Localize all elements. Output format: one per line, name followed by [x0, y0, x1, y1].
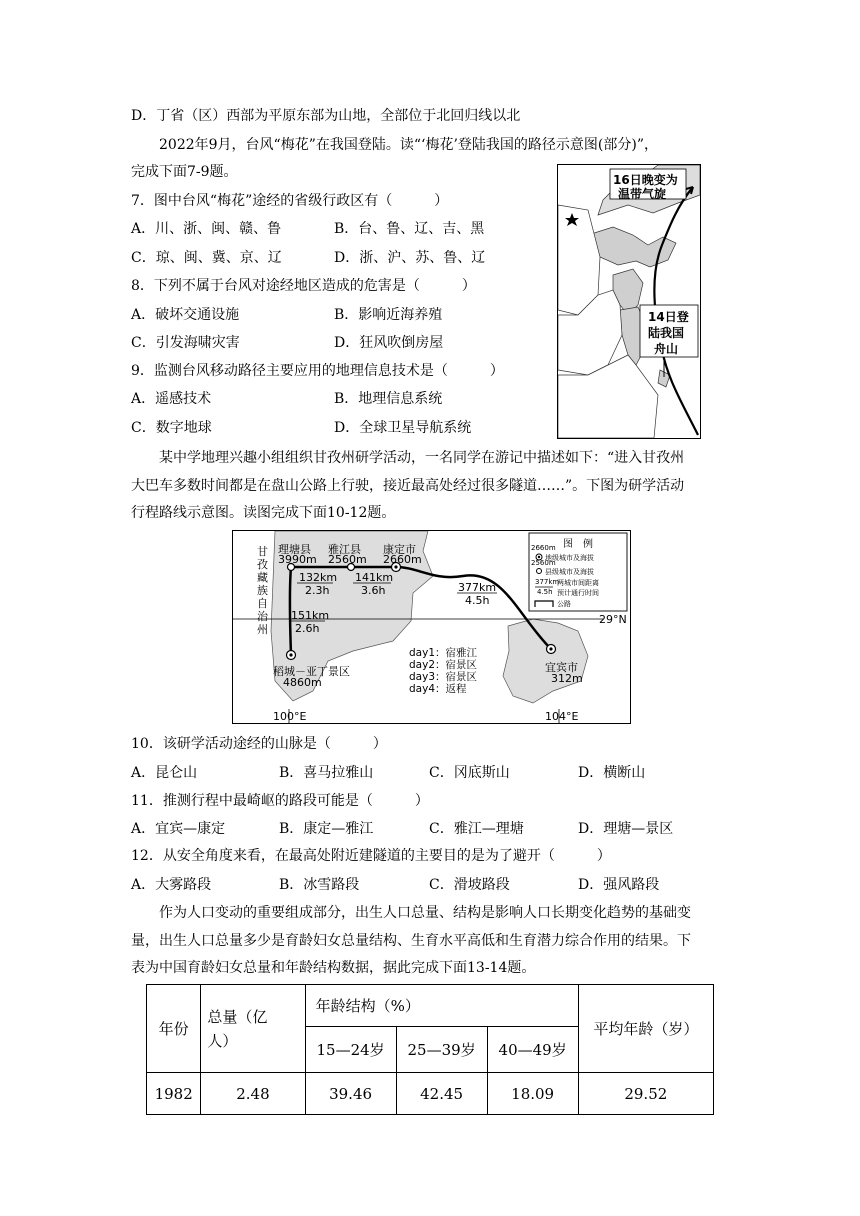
lon-104e: 104°E [545, 710, 579, 723]
day-4: day4：返程 [409, 683, 467, 695]
city-yibin: 宜宾市 [545, 661, 578, 674]
q8-option-a: A．破坏交通设施 [131, 307, 240, 323]
q12-option-c: C．滑坡路段 [429, 877, 510, 893]
cell-a3: 18.09 [487, 1073, 578, 1115]
typhoon-label-bottom-3: 舟山 [654, 342, 679, 356]
q8-option-b: B．影响近海养殖 [334, 307, 443, 323]
q12-option-b: B．冰雪路段 [279, 877, 360, 893]
legend-5: 公路 [557, 600, 571, 608]
city-yajiang: 雅江县 [328, 543, 361, 556]
header-year: 年份 [147, 985, 201, 1073]
legend-2-value: 2560m [531, 559, 556, 567]
pop-intro-line2: 量，出生人口总量多少是育龄妇女总量结构、生育水平高低和生育潜力综合作用的结果。下 [131, 933, 691, 949]
trip-intro-line2: 大巴车多数时间都是在盘山公路上行驶，接近最高处经过很多隧道……”。下图为研学活动 [131, 478, 685, 494]
alt-kangding: 2660m [383, 553, 422, 566]
legend-2: 县级城市及海拔 [545, 568, 594, 576]
pop-intro-line3: 表为中国育龄妇女总量和年龄结构数据，据此完成下面13-14题。 [131, 960, 536, 976]
lon-100e: 100°E [273, 710, 307, 723]
q11-option-d: D．理塘—景区 [578, 821, 674, 837]
cell-avg: 29.52 [578, 1073, 713, 1115]
q11-option-a: A．宜宾—康定 [131, 821, 226, 837]
q10-option-a: A．昆仑山 [131, 765, 198, 781]
typhoon-label-top-2: 温带气旋 [618, 187, 667, 201]
q12-stem: 12．从安全角度来看，在最高处附近建隧道的主要目的是为了避开（ ） [131, 848, 611, 864]
legend-4: 预计通行时间 [557, 589, 599, 597]
typhoon-path-map [557, 164, 701, 439]
q7-stem: 7．图中台风“梅花”途经的省级行政区有（ ） [131, 193, 449, 209]
typhoon-label-top-1: 16日晚变为 [613, 173, 678, 187]
legend-4-value: 4.5h [537, 588, 553, 596]
cell-a1: 39.46 [305, 1073, 396, 1115]
typhoon-label-bottom-1: 14日登 [648, 310, 689, 324]
q7-option-a: A．川、浙、闽、赣、鲁 [131, 221, 282, 237]
q8-stem: 8．下列不属于台风对途经地区造成的危害是（ ） [131, 278, 476, 294]
time-1: 2.3h [305, 584, 330, 597]
header-age-40-49: 40—49岁 [487, 1027, 578, 1073]
q7-option-c: C．琼、闽、冀、京、辽 [131, 250, 282, 266]
fertility-women-table [146, 984, 714, 1115]
q12-option-a: A．大雾路段 [131, 877, 212, 893]
cell-total: 2.48 [201, 1073, 305, 1115]
day-1: day1：宿雅江 [409, 647, 477, 659]
q7-option-d: D．浙、沪、苏、鲁、辽 [334, 250, 486, 266]
legend-3: 两城市间距离 [557, 579, 599, 587]
cell-a2: 42.45 [396, 1073, 487, 1115]
typhoon-intro-line1: 2022年9月，台风“梅花”在我国登陆。读“‘梅花’登陆我国的路径示意图(部分)”， [159, 137, 658, 153]
q11-stem: 11．推测行程中最崎岖的路段可能是（ ） [131, 793, 429, 809]
q10-option-d: D．横断山 [578, 765, 646, 781]
city-kangding: 康定市 [383, 543, 416, 556]
alt-daocheng: 4860m [283, 676, 322, 689]
trip-intro-line3: 行程路线示意图。读图完成下面10-12题。 [131, 505, 396, 521]
time-4: 2.6h [295, 622, 320, 635]
region-label: 甘 孜 藏 族 自 治 州 [257, 545, 268, 636]
typhoon-intro-line2: 完成下面7-9题。 [131, 164, 238, 180]
q9-option-c: C．数字地球 [131, 420, 212, 436]
alt-yajiang: 2560m [328, 553, 367, 566]
trip-intro-line1: 某中学地理兴趣小组组织甘孜州研学活动，一名同学在游记中描述如下：“进入甘孜州 [159, 450, 685, 466]
q7-option-b: B．台、鲁、辽、吉、黑 [334, 221, 485, 237]
header-age-structure: 年龄结构（%） [305, 985, 578, 1027]
city-litang: 理塘县 [278, 543, 311, 556]
q8-option-c: C．引发海啸灾害 [131, 335, 240, 351]
q10-option-b: B．喜马拉雅山 [279, 765, 374, 781]
q11-option-b: B．康定—雅江 [279, 821, 374, 837]
legend-title: 图 例 [563, 539, 593, 550]
q11-option-c: C．雅江—理塘 [429, 821, 524, 837]
dist-3: 377km [458, 581, 497, 594]
typhoon-label-bottom-2: 陆我国 [648, 326, 685, 340]
time-2: 3.6h [361, 584, 386, 597]
q10-stem: 10．该研学活动途经的山脉是（ ） [131, 736, 387, 752]
header-avg-age: 平均年龄（岁） [578, 985, 713, 1073]
cell-year: 1982 [147, 1073, 201, 1115]
alt-yibin: 312m [551, 672, 583, 685]
legend-1: 地级城市及海拔 [545, 554, 594, 562]
typhoon-map-svg [558, 165, 700, 438]
dist-4: 151km [291, 609, 330, 622]
q9-option-d: D．全球卫星导航系统 [334, 420, 472, 436]
legend-3-value: 377km [535, 578, 560, 586]
day-3: day3：宿景区 [409, 671, 477, 683]
table-row [147, 1073, 714, 1115]
q9-stem: 9．监测台风移动路径主要应用的地理信息技术是（ ） [131, 363, 504, 379]
q8-option-d: D．狂风吹倒房屋 [334, 335, 444, 351]
dist-2: 141km [355, 571, 394, 584]
q10-option-c: C．冈底斯山 [429, 765, 510, 781]
q6-option-d: D．丁省（区）西部为平原东部为山地，全部位于北回归线以北 [131, 108, 521, 124]
dist-1: 132km [299, 571, 338, 584]
alt-litang: 3990m [278, 553, 317, 566]
city-daocheng: 稻城－亚丁景区 [273, 665, 350, 678]
legend-1-value: 2660m [531, 544, 556, 552]
header-age-15-24: 15—24岁 [305, 1027, 396, 1073]
header-age-25-39: 25—39岁 [396, 1027, 487, 1073]
trip-route-map [232, 530, 631, 724]
lat-29n: 29°N [599, 613, 627, 626]
time-3: 4.5h [465, 594, 490, 607]
q9-option-b: B．地理信息系统 [334, 391, 443, 407]
q9-option-a: A．遥感技术 [131, 391, 212, 407]
q12-option-d: D．强风路段 [578, 877, 660, 893]
pop-intro-line1: 作为人口变动的重要组成部分，出生人口总量、结构是影响人口长期变化趋势的基础变 [159, 905, 691, 921]
day-2: day2：宿景区 [409, 659, 477, 671]
header-total: 总量（亿 人） [201, 985, 305, 1073]
